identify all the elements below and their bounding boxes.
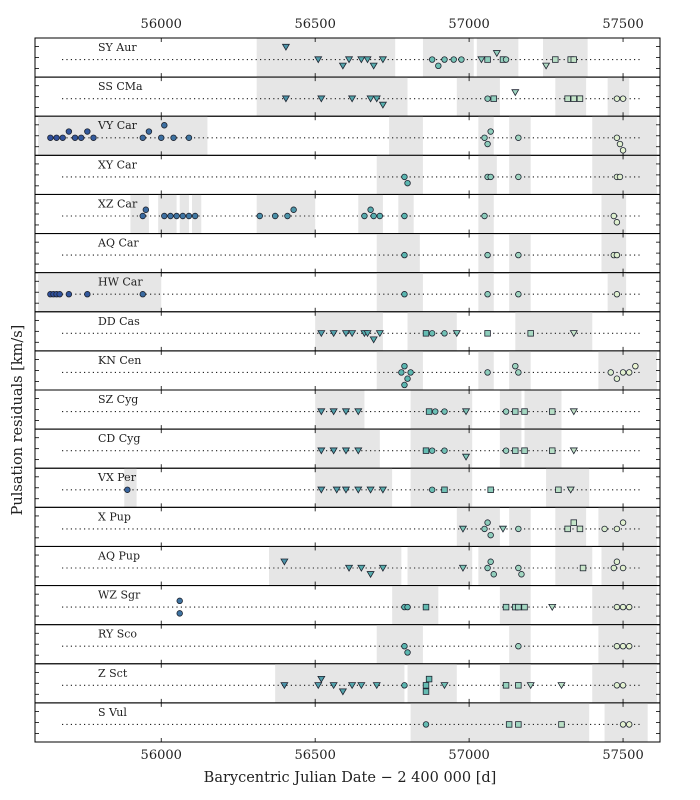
data-point bbox=[57, 291, 63, 297]
data-point bbox=[402, 363, 408, 369]
data-point bbox=[125, 487, 131, 493]
data-point bbox=[571, 520, 577, 526]
observing-window bbox=[377, 273, 423, 312]
data-point bbox=[620, 370, 626, 376]
data-point bbox=[429, 331, 435, 337]
data-point bbox=[192, 213, 198, 219]
data-point bbox=[614, 291, 620, 297]
data-point bbox=[614, 376, 620, 382]
data-point bbox=[488, 559, 494, 565]
data-point bbox=[503, 683, 509, 689]
x-tick-label: 57000 bbox=[448, 748, 490, 763]
data-point bbox=[516, 370, 522, 376]
data-point bbox=[512, 90, 519, 96]
data-point bbox=[485, 331, 491, 337]
star-label: AQ Pup bbox=[98, 549, 140, 563]
star-label: SS CMa bbox=[98, 80, 143, 94]
data-point bbox=[482, 526, 488, 532]
data-point bbox=[146, 129, 152, 135]
data-point bbox=[180, 213, 186, 219]
data-point bbox=[423, 604, 429, 610]
data-point bbox=[620, 565, 626, 571]
data-point bbox=[620, 147, 626, 153]
observing-window bbox=[377, 625, 423, 664]
star-label: WZ Sgr bbox=[98, 588, 141, 602]
data-point bbox=[285, 213, 291, 219]
data-point bbox=[506, 722, 512, 728]
data-point bbox=[371, 213, 377, 219]
data-point bbox=[459, 57, 465, 63]
data-point bbox=[291, 207, 297, 213]
data-point bbox=[429, 487, 435, 493]
data-point bbox=[402, 291, 408, 297]
data-point bbox=[500, 526, 507, 532]
star-label: XY Car bbox=[98, 158, 137, 172]
data-point bbox=[614, 219, 620, 225]
data-point bbox=[485, 141, 491, 147]
data-point bbox=[553, 57, 559, 63]
data-point bbox=[614, 683, 620, 689]
x-tick-label: 57000 bbox=[448, 17, 490, 32]
star-label: DD Cas bbox=[98, 314, 140, 328]
data-point bbox=[429, 57, 435, 63]
data-point bbox=[602, 526, 608, 532]
data-point bbox=[426, 676, 432, 682]
data-point bbox=[405, 180, 411, 186]
data-point bbox=[571, 96, 577, 102]
data-point bbox=[423, 448, 429, 454]
panel-vy-car bbox=[35, 116, 660, 155]
data-point bbox=[158, 135, 164, 141]
data-point bbox=[512, 448, 518, 454]
data-point bbox=[620, 520, 626, 526]
data-point bbox=[85, 129, 91, 135]
data-point bbox=[611, 213, 617, 219]
data-point bbox=[528, 331, 534, 337]
panel-dd-cas bbox=[35, 312, 660, 351]
data-point bbox=[519, 571, 525, 577]
data-point bbox=[485, 291, 491, 297]
data-point bbox=[60, 135, 66, 141]
data-point bbox=[549, 448, 555, 454]
data-point bbox=[614, 135, 620, 141]
data-point bbox=[485, 565, 491, 571]
data-point bbox=[423, 331, 429, 337]
data-point bbox=[140, 213, 146, 219]
data-point bbox=[614, 559, 620, 565]
star-label: XZ Car bbox=[98, 197, 138, 211]
panel-ss-cma bbox=[35, 77, 660, 116]
data-point bbox=[512, 409, 518, 415]
data-point bbox=[614, 526, 620, 532]
data-point bbox=[78, 135, 84, 141]
star-label: VX Per bbox=[98, 471, 136, 485]
x-tick-label: 56500 bbox=[294, 748, 336, 763]
data-point bbox=[402, 683, 408, 689]
x-tick-label: 57500 bbox=[602, 748, 644, 763]
x-tick-label: 56000 bbox=[140, 748, 182, 763]
data-point bbox=[442, 448, 448, 454]
data-point bbox=[485, 96, 491, 102]
data-point bbox=[620, 722, 626, 728]
data-point bbox=[488, 174, 494, 180]
panel-xz-car bbox=[35, 194, 660, 233]
observing-window bbox=[257, 77, 408, 116]
data-point bbox=[162, 213, 168, 219]
observing-window bbox=[257, 38, 396, 77]
data-point bbox=[620, 604, 626, 610]
data-point bbox=[405, 604, 411, 610]
data-point bbox=[485, 57, 491, 63]
data-point bbox=[491, 571, 497, 577]
data-point bbox=[485, 520, 491, 526]
data-point bbox=[577, 96, 583, 102]
panel-cd-cyg bbox=[35, 429, 660, 468]
star-label: RY Sco bbox=[98, 627, 138, 641]
star-label: VY Car bbox=[98, 119, 137, 133]
observing-window bbox=[592, 155, 657, 194]
panel-aq-pup bbox=[35, 546, 660, 585]
data-point bbox=[485, 370, 491, 376]
data-point bbox=[626, 643, 632, 649]
data-point bbox=[522, 409, 528, 415]
panel-sz-cyg bbox=[35, 390, 660, 429]
star-label: KN Cen bbox=[98, 353, 142, 367]
observing-window bbox=[605, 703, 648, 742]
star-label: Z Sct bbox=[98, 666, 128, 680]
panel-wz-sgr bbox=[35, 586, 660, 625]
data-point bbox=[611, 565, 617, 571]
star-label: SZ Cyg bbox=[98, 393, 139, 406]
data-point bbox=[488, 129, 494, 135]
data-point bbox=[377, 213, 383, 219]
data-point bbox=[177, 611, 183, 617]
star-label: SY Aur bbox=[98, 41, 137, 54]
data-point bbox=[436, 63, 442, 69]
data-point bbox=[426, 409, 432, 415]
data-point bbox=[174, 213, 180, 219]
data-point bbox=[482, 213, 488, 219]
data-point bbox=[614, 96, 620, 102]
panel-stack bbox=[35, 38, 660, 742]
data-point bbox=[402, 382, 408, 388]
data-point bbox=[516, 526, 522, 532]
top-axis bbox=[141, 17, 644, 32]
data-point bbox=[614, 604, 620, 610]
panel-xy-car bbox=[35, 155, 660, 194]
data-point bbox=[620, 683, 626, 689]
data-point bbox=[549, 604, 556, 610]
data-point bbox=[362, 213, 368, 219]
x-tick-label: 56000 bbox=[140, 17, 182, 32]
data-point bbox=[488, 532, 494, 538]
data-point bbox=[482, 135, 488, 141]
star-label: AQ Car bbox=[98, 236, 139, 250]
data-point bbox=[559, 722, 565, 728]
data-point bbox=[423, 722, 429, 728]
data-point bbox=[408, 370, 414, 376]
observing-window bbox=[275, 664, 404, 703]
data-point bbox=[512, 363, 518, 369]
data-point bbox=[620, 643, 626, 649]
data-point bbox=[91, 135, 97, 141]
panel-kn-cen bbox=[35, 351, 660, 390]
x-tick-label: 57500 bbox=[602, 17, 644, 32]
data-point bbox=[186, 135, 192, 141]
observing-window bbox=[525, 429, 562, 468]
observing-window bbox=[555, 546, 592, 585]
data-point bbox=[66, 129, 72, 135]
data-point bbox=[405, 376, 411, 382]
data-point bbox=[556, 487, 562, 493]
data-point bbox=[516, 604, 522, 610]
data-point bbox=[617, 174, 623, 180]
data-point bbox=[272, 213, 278, 219]
data-point bbox=[162, 122, 168, 128]
observing-window bbox=[389, 116, 423, 155]
bottom-axis bbox=[141, 748, 644, 763]
data-point bbox=[626, 604, 632, 610]
data-point bbox=[186, 213, 192, 219]
x-axis-label: Barycentric Julian Date − 2 400 000 [d] bbox=[203, 770, 497, 786]
data-point bbox=[626, 722, 632, 728]
data-point bbox=[614, 252, 620, 258]
data-point bbox=[143, 207, 149, 213]
data-point bbox=[140, 135, 146, 141]
data-point bbox=[516, 291, 522, 297]
data-point bbox=[72, 135, 78, 141]
data-point bbox=[577, 526, 583, 532]
panel-hw-car bbox=[35, 273, 660, 312]
data-point bbox=[570, 409, 577, 415]
data-point bbox=[488, 487, 494, 493]
data-point bbox=[442, 331, 448, 337]
data-point bbox=[399, 370, 405, 376]
data-point bbox=[565, 526, 571, 532]
data-point bbox=[608, 370, 614, 376]
observing-window bbox=[392, 586, 438, 625]
data-point bbox=[402, 643, 408, 649]
data-point bbox=[402, 252, 408, 258]
data-point bbox=[516, 135, 522, 141]
y-axis-label: Pulsation residuals [km/s] bbox=[10, 324, 26, 516]
data-point bbox=[402, 174, 408, 180]
star-label: HW Car bbox=[98, 275, 143, 289]
data-point bbox=[491, 96, 497, 102]
data-point bbox=[451, 57, 457, 63]
data-point bbox=[522, 604, 528, 610]
data-point bbox=[516, 565, 522, 571]
data-point bbox=[48, 135, 54, 141]
data-point bbox=[423, 689, 429, 695]
observing-window bbox=[408, 664, 457, 703]
panel-x-pup bbox=[35, 507, 660, 546]
data-point bbox=[516, 174, 522, 180]
observing-window bbox=[525, 390, 562, 429]
data-point bbox=[503, 448, 509, 454]
observing-window bbox=[515, 312, 592, 351]
data-point bbox=[168, 213, 174, 219]
panel-sy-aur bbox=[35, 38, 660, 77]
data-point bbox=[549, 409, 555, 415]
data-point bbox=[54, 135, 60, 141]
data-point bbox=[580, 565, 586, 571]
data-point bbox=[85, 291, 91, 297]
data-point bbox=[503, 604, 509, 610]
data-point bbox=[516, 722, 522, 728]
panel-s-vul bbox=[35, 703, 660, 742]
observing-window bbox=[158, 194, 176, 233]
data-point bbox=[442, 409, 448, 415]
data-point bbox=[516, 643, 522, 649]
data-point bbox=[633, 363, 639, 369]
panel-z-sct bbox=[35, 664, 660, 703]
data-point bbox=[140, 291, 146, 297]
star-label: S Vul bbox=[98, 705, 127, 719]
star-label: X Pup bbox=[98, 510, 131, 524]
data-point bbox=[66, 291, 72, 297]
data-point bbox=[620, 96, 626, 102]
data-point bbox=[570, 448, 577, 454]
observing-window bbox=[602, 546, 657, 585]
data-point bbox=[516, 683, 522, 689]
data-point bbox=[442, 57, 448, 63]
data-point bbox=[423, 683, 429, 689]
data-point bbox=[522, 448, 528, 454]
data-point bbox=[565, 96, 571, 102]
data-point bbox=[257, 213, 263, 219]
observing-window bbox=[377, 155, 423, 194]
panel-ry-sco bbox=[35, 625, 660, 664]
data-point bbox=[626, 370, 632, 376]
observing-window bbox=[377, 234, 420, 273]
data-point bbox=[429, 448, 435, 454]
x-tick-label: 56500 bbox=[294, 17, 336, 32]
star-label: CD Cyg bbox=[98, 432, 141, 446]
data-point bbox=[432, 409, 438, 415]
data-point bbox=[617, 141, 623, 147]
data-point bbox=[402, 213, 408, 219]
observing-window bbox=[598, 507, 656, 546]
data-point bbox=[503, 57, 509, 63]
data-point bbox=[503, 409, 509, 415]
data-point bbox=[614, 643, 620, 649]
observing-window bbox=[543, 38, 588, 77]
data-point bbox=[516, 252, 522, 258]
panel-aq-car bbox=[35, 234, 660, 273]
data-point bbox=[171, 135, 177, 141]
panel-vx-per bbox=[35, 468, 660, 507]
data-point bbox=[177, 598, 183, 604]
data-point bbox=[368, 207, 374, 213]
data-point bbox=[405, 650, 411, 656]
data-point bbox=[485, 252, 491, 258]
observing-window bbox=[411, 429, 473, 468]
data-point bbox=[442, 487, 448, 493]
data-point bbox=[571, 57, 577, 63]
